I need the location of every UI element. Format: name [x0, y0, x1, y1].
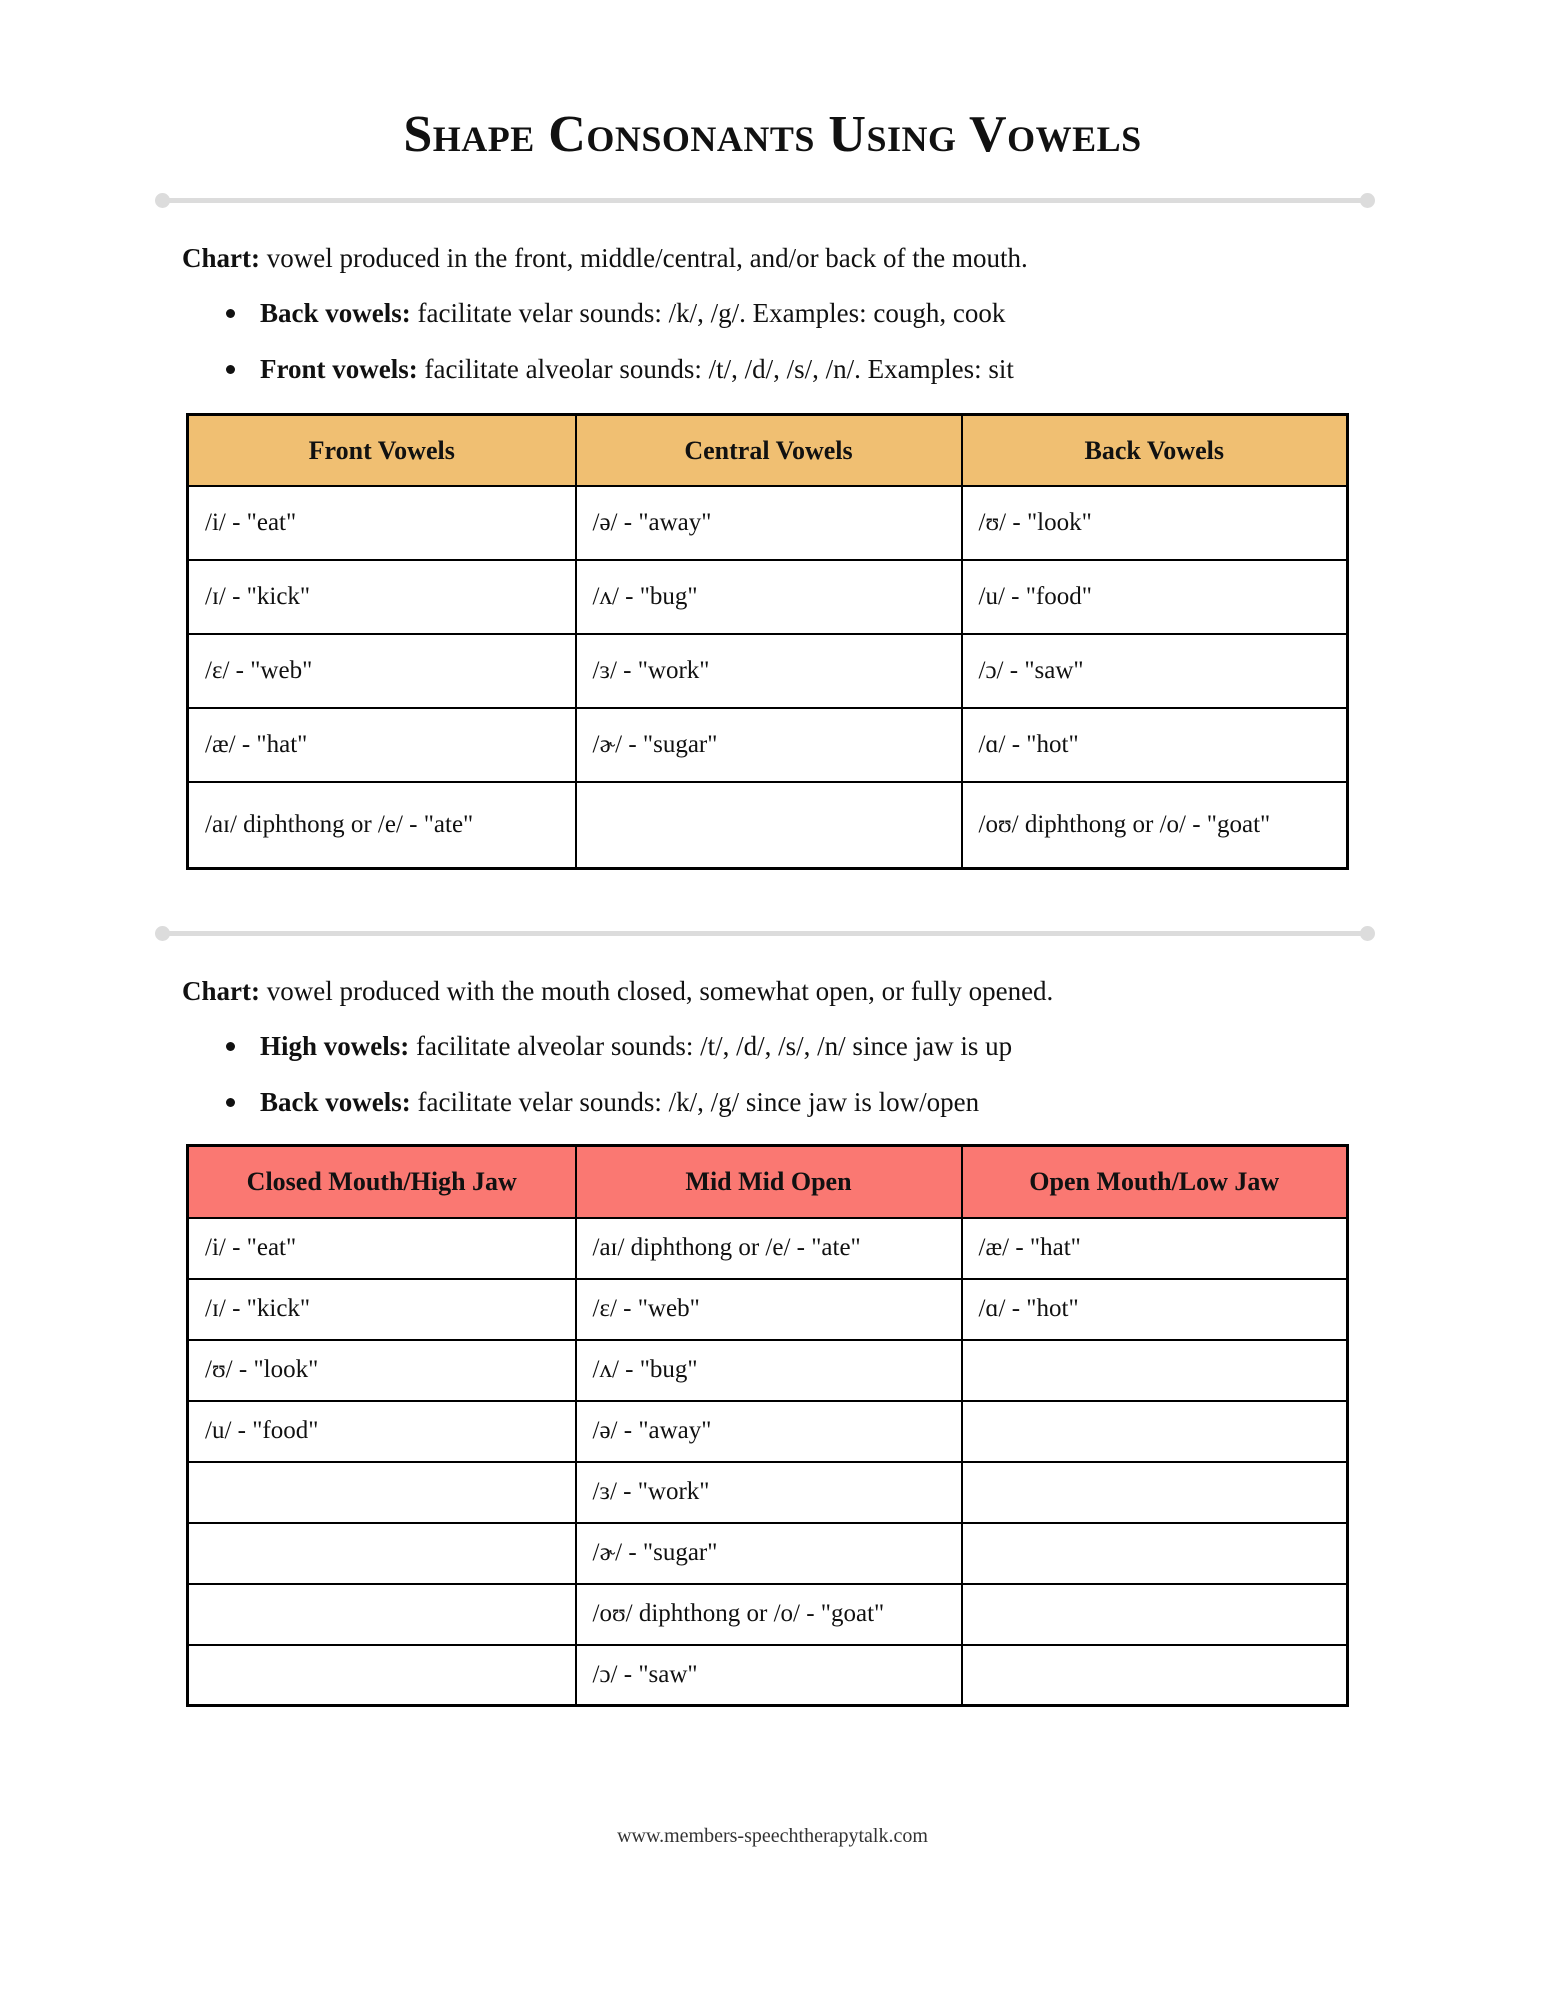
table-row — [188, 782, 1348, 868]
table-cell — [962, 1584, 1348, 1645]
table-cell — [962, 1523, 1348, 1584]
table-row — [188, 1340, 1348, 1401]
bullet-text: facilitate alveolar sounds: /t/, /d/, /s/, /n/. Examples: sit — [417, 353, 1014, 384]
section1-lead-text: vowel produced in the front, middle/central, and/or back of the mouth. — [259, 242, 1028, 273]
bullet-dot-icon — [226, 309, 235, 318]
table-row — [188, 1645, 1348, 1706]
divider-bar — [163, 198, 1367, 203]
section2-lead-label: Chart: — [182, 975, 260, 1006]
table-row — [188, 1584, 1348, 1645]
table-row — [188, 1401, 1348, 1462]
bullet-text: facilitate velar sounds: /k/, /g/. Examples: cough, cook — [410, 297, 1006, 328]
table-cell: /ə/ - "away" — [576, 486, 962, 560]
table-cell — [962, 1401, 1348, 1462]
table-cell: /u/ - "food" — [962, 560, 1348, 634]
section2-bullet-high-vowels — [222, 1029, 1545, 1064]
table-cell: /aɪ/ diphthong or /e/ - "ate" — [576, 1218, 962, 1279]
table-row — [188, 1462, 1348, 1523]
column-header-mid-mid-open: Mid Mid Open — [576, 1146, 962, 1218]
column-header-central-vowels: Central Vowels — [576, 414, 962, 486]
bullet-dot-icon — [226, 1098, 235, 1107]
table-cell — [188, 1645, 576, 1706]
table-row — [188, 634, 1348, 708]
table-cell: /ɚ/ - "sugar" — [576, 1523, 962, 1584]
table-cell: /ʌ/ - "bug" — [576, 1340, 962, 1401]
section1-lead-label: Chart: — [182, 242, 260, 273]
table-cell: /ɚ/ - "sugar" — [576, 708, 962, 782]
table-cell: /æ/ - "hat" — [962, 1218, 1348, 1279]
table-cell: /ʊ/ - "look" — [188, 1340, 576, 1401]
table-cell — [962, 1462, 1348, 1523]
bullet-dot-icon — [226, 1042, 235, 1051]
bullet-text: facilitate velar sounds: /k/, /g/ since jaw is low/open — [410, 1087, 980, 1118]
bullet-label: Back vowels: — [260, 1087, 411, 1118]
section1-bullet-back-vowels — [222, 296, 1545, 331]
table-cell — [576, 782, 962, 868]
table-cell — [188, 1462, 576, 1523]
table-cell: /ɑ/ - "hot" — [962, 1279, 1348, 1340]
table-header-row — [188, 1146, 1348, 1218]
table-row — [188, 1523, 1348, 1584]
table-row — [188, 708, 1348, 782]
section1-lead — [182, 241, 1545, 276]
table-cell: /ɔ/ - "saw" — [576, 1645, 962, 1706]
bullet-dot-icon — [226, 365, 235, 374]
table-row — [188, 1218, 1348, 1279]
table-cell: /ɪ/ - "kick" — [188, 1279, 576, 1340]
section2-bullet-list — [222, 1029, 1545, 1120]
table-cell: /i/ - "eat" — [188, 486, 576, 560]
divider-top — [155, 193, 1375, 207]
table-jaw-height-vowels — [186, 1144, 1349, 1707]
table-cell: /ɜ/ - "work" — [576, 634, 962, 708]
divider-cap-right — [1360, 193, 1375, 208]
table-cell: /u/ - "food" — [188, 1401, 576, 1462]
table-cell: /aɪ/ diphthong or /e/ - "ate" — [188, 782, 576, 868]
section1-bullet-front-vowels — [222, 352, 1545, 387]
table-row — [188, 486, 1348, 560]
table-cell: /ɜ/ - "work" — [576, 1462, 962, 1523]
section2-lead-text: vowel produced with the mouth closed, somewhat open, or fully opened. — [259, 975, 1054, 1006]
column-header-open-mouth-low-jaw: Open Mouth/Low Jaw — [962, 1146, 1348, 1218]
table-cell: /ɪ/ - "kick" — [188, 560, 576, 634]
footer-url: www.members-speechtherapytalk.com — [617, 1825, 928, 1847]
table-cell: /oʊ/ diphthong or /o/ - "goat" — [576, 1584, 962, 1645]
divider-cap-right — [1360, 926, 1375, 941]
table-cell — [962, 1645, 1348, 1706]
table-cell — [188, 1584, 576, 1645]
bullet-text: facilitate alveolar sounds: /t/, /d/, /s/, /n/ since jaw is up — [409, 1030, 1013, 1061]
section1-bullet-list — [222, 296, 1545, 387]
table-cell: /æ/ - "hat" — [188, 708, 576, 782]
section-jaw-height — [0, 974, 1545, 1707]
table-cell: /ɑ/ - "hot" — [962, 708, 1348, 782]
table-cell: /ʊ/ - "look" — [962, 486, 1348, 560]
table-cell: /i/ - "eat" — [188, 1218, 576, 1279]
table-cell: /ɛ/ - "web" — [188, 634, 576, 708]
column-header-front-vowels: Front Vowels — [188, 414, 576, 486]
table-row — [188, 560, 1348, 634]
section2-bullet-back-vowels — [222, 1085, 1545, 1120]
bullet-label: High vowels: — [260, 1030, 410, 1061]
page-title: Shape Consonants Using Vowels — [403, 106, 1142, 163]
table-cell: /ə/ - "away" — [576, 1401, 962, 1462]
table-front-central-back-vowels — [186, 413, 1349, 870]
divider-bar — [163, 931, 1367, 936]
table-cell: /ɔ/ - "saw" — [962, 634, 1348, 708]
column-header-closed-mouth-high-jaw: Closed Mouth/High Jaw — [188, 1146, 576, 1218]
divider-middle — [155, 926, 1375, 940]
bullet-label: Back vowels: — [260, 297, 411, 328]
table-cell: /ʌ/ - "bug" — [576, 560, 962, 634]
table-cell — [962, 1340, 1348, 1401]
table-row — [188, 1279, 1348, 1340]
table-header-row — [188, 414, 1348, 486]
section-place-of-articulation — [0, 241, 1545, 870]
table-cell — [188, 1523, 576, 1584]
table-cell: /oʊ/ diphthong or /o/ - "goat" — [962, 782, 1348, 868]
bullet-label: Front vowels: — [260, 353, 418, 384]
section2-lead — [182, 974, 1545, 1009]
table-cell: /ɛ/ - "web" — [576, 1279, 962, 1340]
column-header-back-vowels: Back Vowels — [962, 414, 1348, 486]
